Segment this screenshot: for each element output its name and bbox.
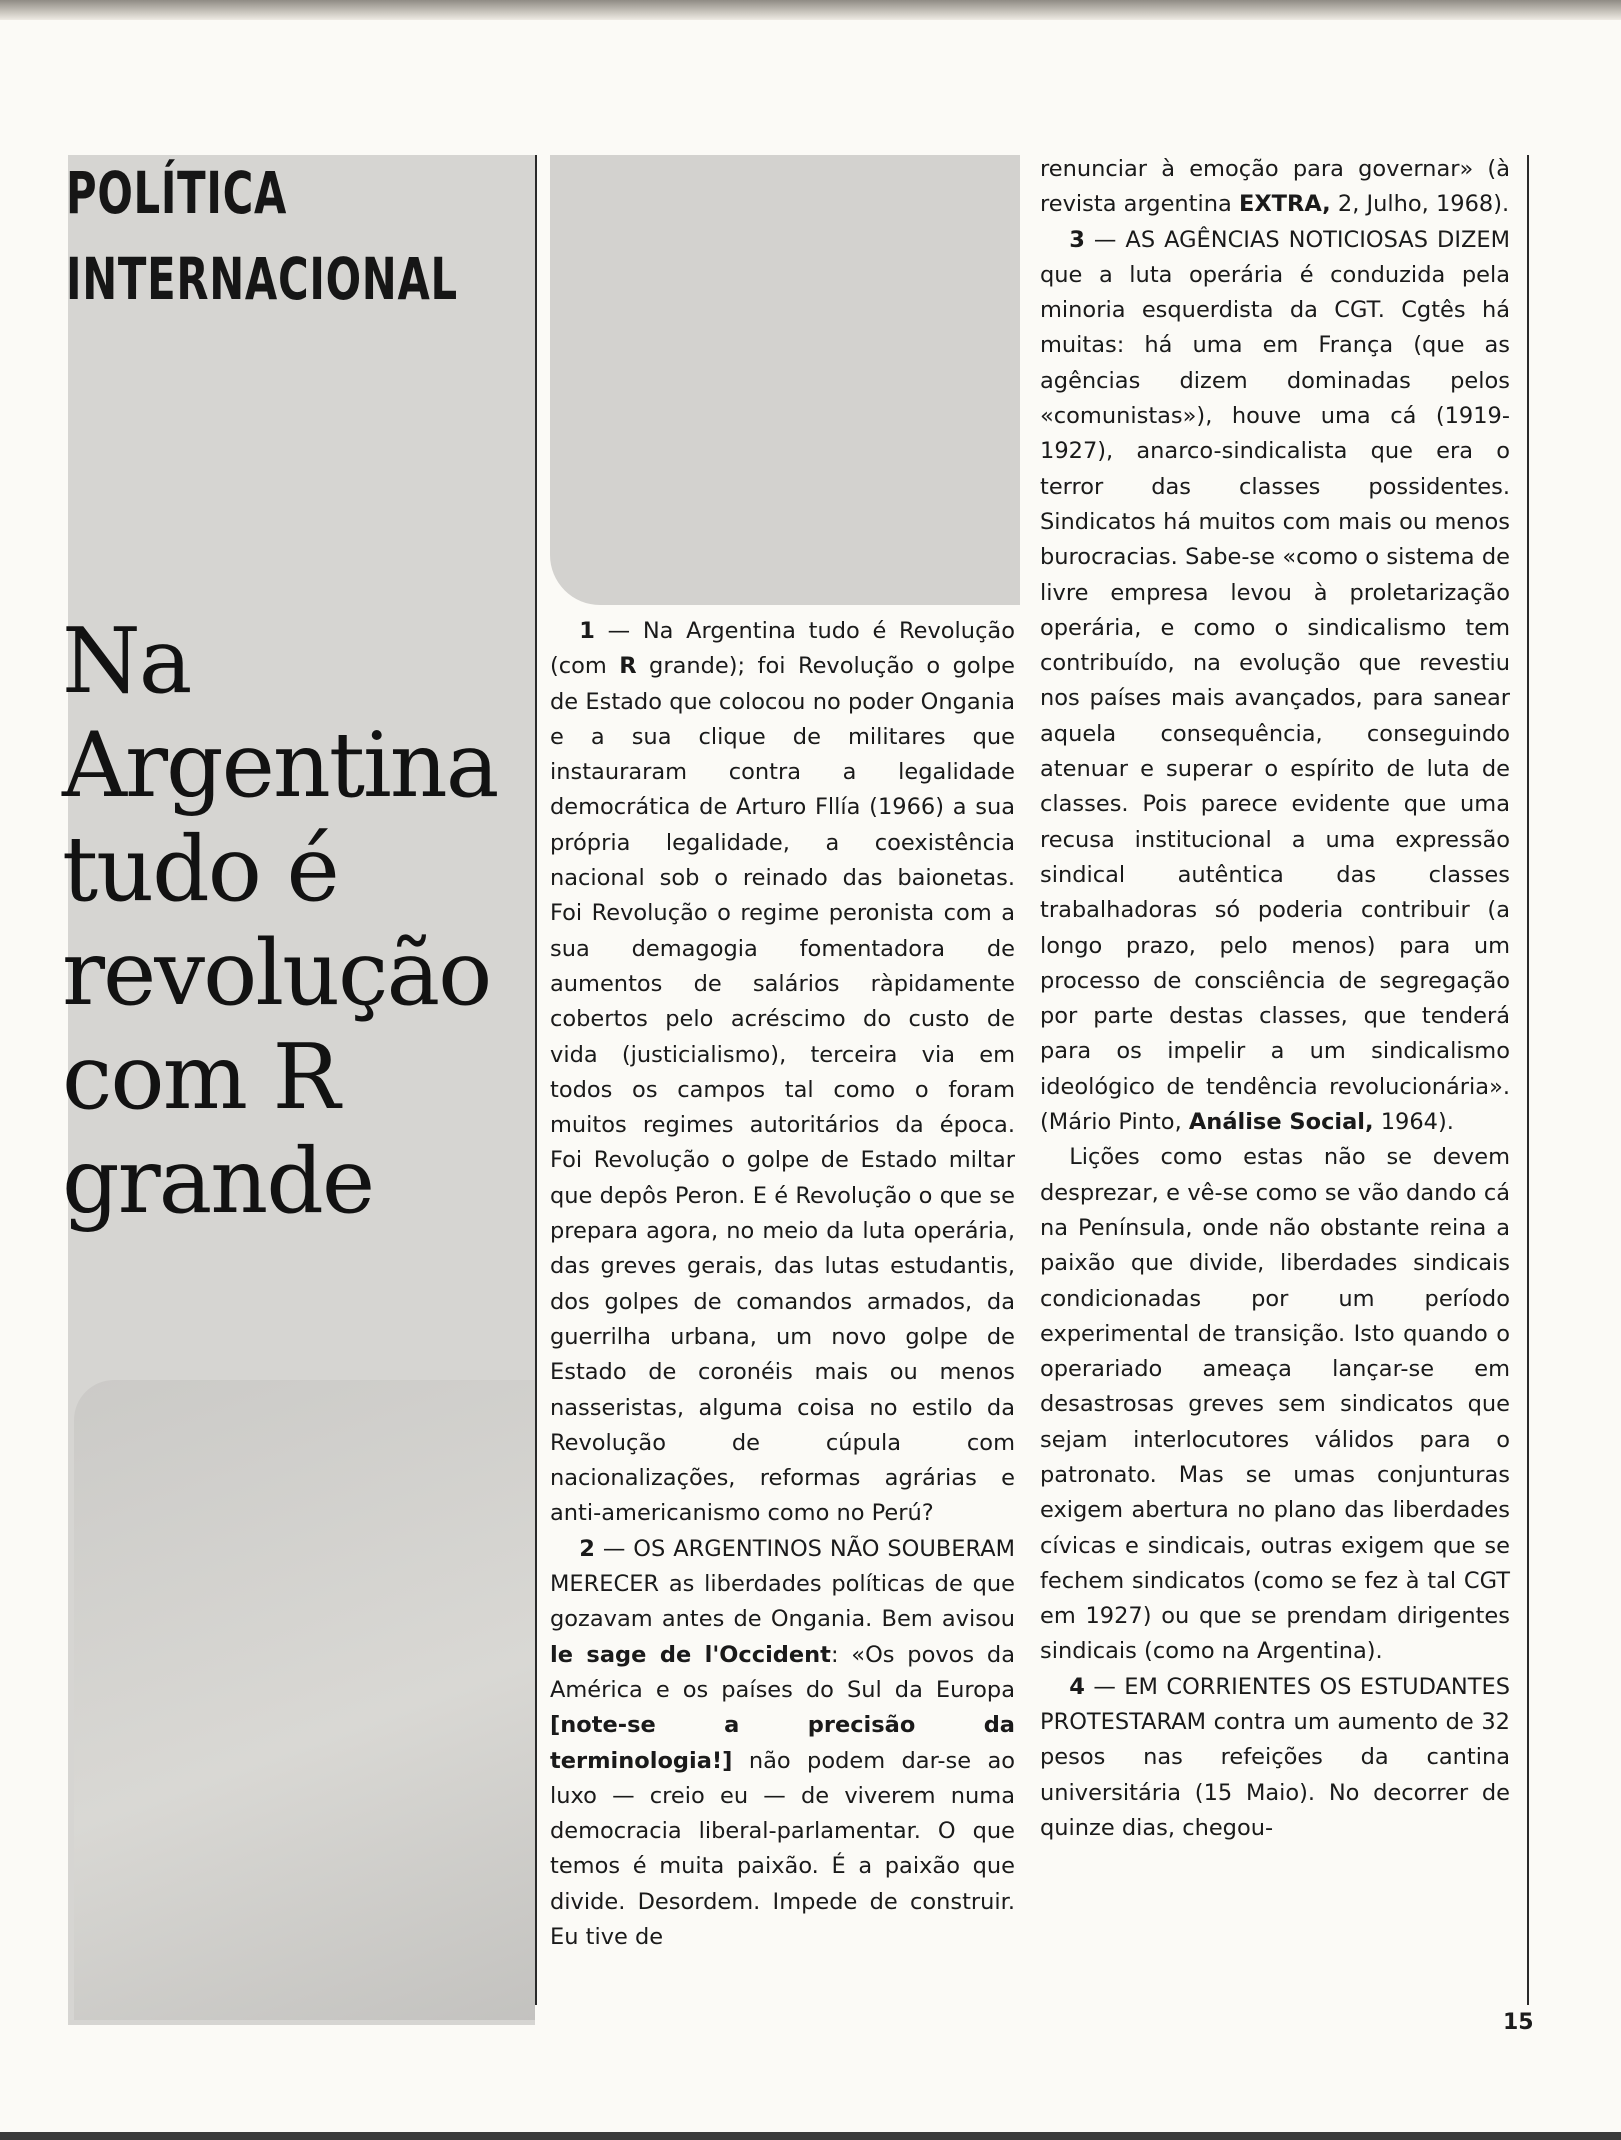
bold-text: 1 (579, 618, 595, 644)
article-column-right (1040, 152, 1510, 1846)
section-label-line2: INTERNACIONAL (66, 245, 458, 313)
section-label (66, 150, 458, 322)
paragraph-text: — EM CORRIENTES OS ESTUDANTES PROTESTARAM contra um aumento de 32 pesos nas refeições da cantina universitária (15 Maio). No decorrer de quinze dias, chegou- (1040, 1673, 1510, 1841)
article-paragraph (1040, 1670, 1510, 1846)
photo-middle-top (550, 155, 1020, 605)
bold-text: Análise Social, (1188, 1109, 1374, 1136)
bold-text: le sage de l'Occident (550, 1641, 831, 1668)
section-label-line1: POLÍTICA (66, 159, 288, 227)
paragraph-text: — OS ARGENTINOS NÃO SOUBERAM MERECER as liberdades políticas de que gozavam antes de Ongania. Bem avisou (550, 1535, 1015, 1633)
paragraph-text: : «Os povos da América e os países do Sul da Europa (550, 1641, 1015, 1703)
article-paragraph (1040, 1140, 1510, 1669)
article-paragraph (1040, 223, 1510, 1141)
bold-text: EXTRA, (1238, 191, 1331, 218)
article-paragraph (550, 614, 1015, 1532)
article-paragraph (550, 1532, 1015, 1956)
paragraph-text: — Na Argentina tudo é Revolução (com (550, 618, 1015, 680)
bold-text: 4 (1069, 1673, 1085, 1700)
paragraph-text: grande); foi Revolução o golpe de Estado que colocou no poder Ongania e a sua clique de militares que instauraram contra a legalidade democrática de Arturo Fllía (1966) a sua própria legalidade, a coexistência nacional sob o reinado das baionetas. Foi Revolução o regime peronista com a sua demagogia fomentadora de aumentos de salários ràpidamente cobertos pelo acréscimo do custo de vida (justicialismo), terceira via em todos os campos tal como o foram muitos regimes autoritários da época. Foi Revolução o golpe de Estado miltar que depôs Peron. E é Revolução o que se prepara agora, no meio da luta operária, das greves gerais, das lutas estudantis, dos golpes de comandos armados, da guerrilha urbana, um novo golpe de Estado de coronéis mais ou menos nasseristas, alguma coisa no estilo da Revolução de cúpula com nacionalizações, reformas agrárias e anti-americanismo como no Perú? (550, 653, 1016, 1527)
paragraph-text: renunciar à emoção para governar» (à revista argentina (1040, 156, 1510, 218)
paragraph-text: 1964). (1373, 1109, 1454, 1136)
photo-bottom-left (74, 1380, 544, 2020)
headline: Na Argentina tudo é revolução com R grande (62, 609, 498, 1234)
bold-text: R (619, 653, 637, 680)
paragraph-text: Lições como estas não se devem desprezar, e vê-se como se vão dando cá na Península, onde não obstante reina a paixão que divide, liberdades sindicais condicionadas por um período experimental de transição. Isto quando o operariado ameaça lançar-se em desastrosas greves sem sindicatos que sejam interlocutores válidos para o patronato. Mas se umas conjunturas exigem abertura no plano das liberdades cívicas e sindicais, outras exigem que se fechem sindicatos (como se fez à tal CGT em 1927) ou que se prendam dirigentes sindicais (como na Argentina). (1040, 1144, 1510, 1665)
paragraph-text: não podem dar-se ao luxo — creio eu — de viverem numa democracia liberal-parlamentar. O que temos é muita paixão. É a paixão que divide. Desordem. Impede de construir. Eu tive de (550, 1747, 1015, 1950)
bold-text: 3 (1069, 226, 1085, 253)
column-rule-right (1527, 155, 1529, 2005)
scan-bottom-edge (0, 2132, 1621, 2140)
scan-top-edge (0, 0, 1621, 20)
bold-text: [note-se a precisão da terminologia!] (550, 1712, 1015, 1774)
paragraph-text: 2, Julho, 1968). (1330, 191, 1510, 218)
paragraph-text: — AS AGÊNCIAS NOTICIOSAS DIZEM que a luta operária é conduzida pela minoria esquerdista da CGT. Cgtês há muitas: há uma em França (que as agências dizem dominadas pelos «comunistas»), houve uma cá (1919-1927), anarco-sindicalista que era o terror das classes possidentes. Sindicatos há muitos com mais ou menos burocracias. Sabe-se «como o sistema de livre empresa levou à proletarização operária, e como o sindicalismo tem contribuído, na evolução que revestiu nos países mais avançados, para sanear aquela consequência, conseguindo atenuar e superar o espírito de luta de classes. Pois parece evidente que uma recusa institucional a uma expressão sindical autêntica das classes trabalhadoras só poderia contribuir (a longo prazo, pelo menos) para um processo de consciência de segregação por parte destas classes, que tenderá para os impelir a um sindicalismo ideológico de tendência revolucionária». (Mário Pinto, (1040, 226, 1510, 1136)
page-number: 15 (1503, 2010, 1534, 2035)
article-paragraph (1040, 152, 1510, 223)
bold-text: 2 (579, 1535, 595, 1562)
article-column-middle (550, 614, 1015, 1955)
column-rule-left (535, 155, 537, 2005)
